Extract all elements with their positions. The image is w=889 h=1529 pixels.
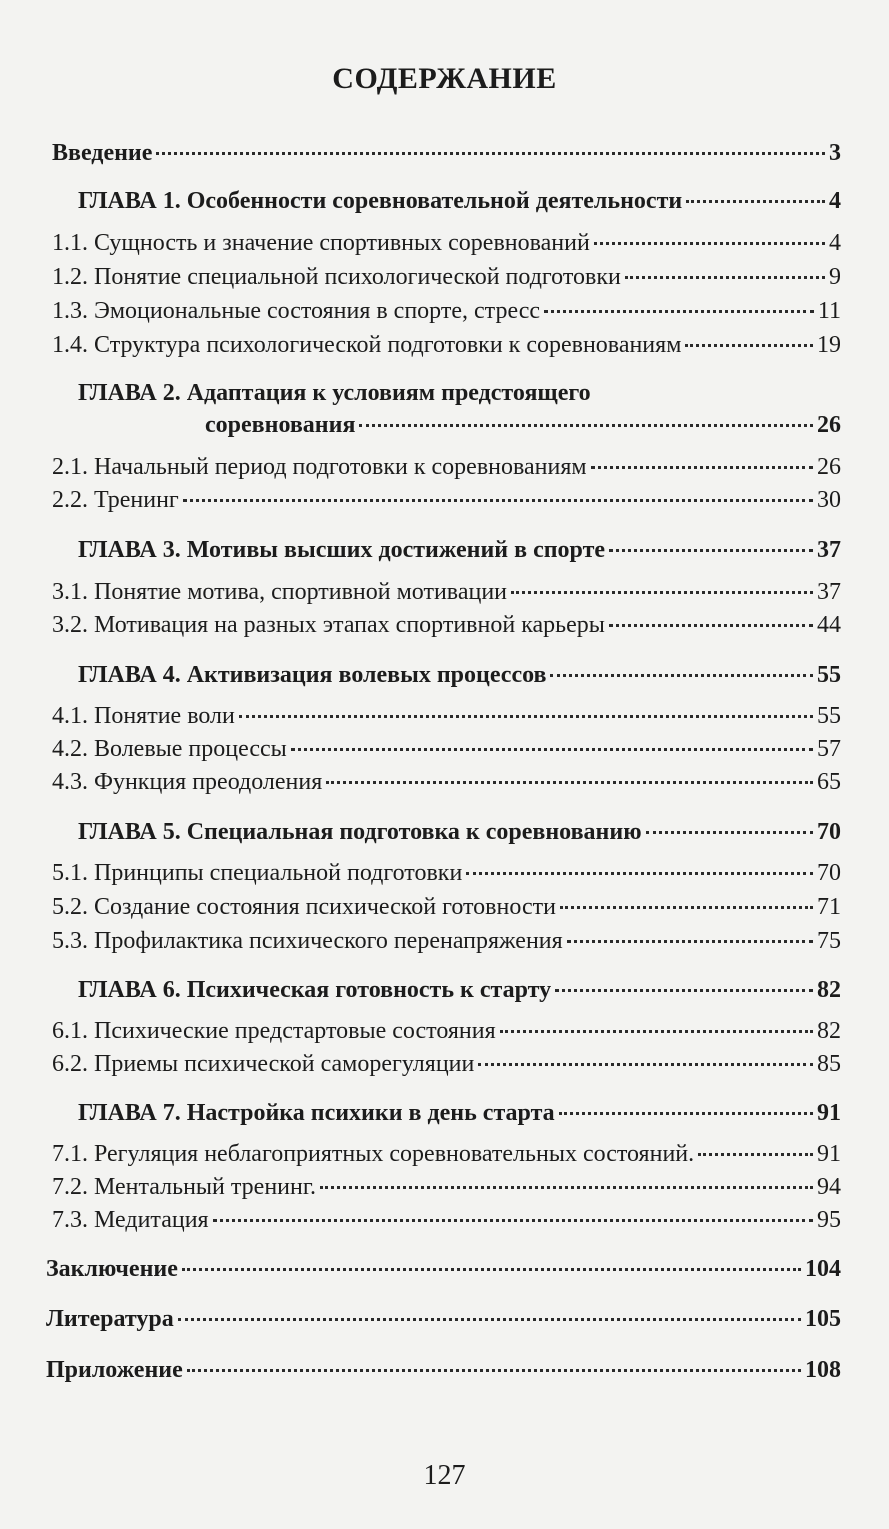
dot-leader bbox=[625, 276, 825, 279]
toc-page-number: 11 bbox=[817, 298, 841, 324]
dot-leader bbox=[291, 748, 813, 751]
toc-entry-label: ГЛАВА 1. Особенности соревновательной деятельности bbox=[78, 188, 683, 214]
toc-page-number: 82 bbox=[817, 977, 841, 1003]
toc-page-number: 4 bbox=[829, 188, 841, 214]
dot-leader bbox=[594, 242, 825, 245]
toc-entry-label: Введение bbox=[52, 140, 153, 166]
dot-leader bbox=[591, 466, 813, 469]
toc-page-number: 108 bbox=[805, 1357, 841, 1383]
toc-entry-section-1-2[interactable] bbox=[52, 262, 841, 292]
toc-page-number: 26 bbox=[817, 454, 841, 480]
toc-entry-section-3-2[interactable] bbox=[52, 610, 841, 640]
toc-entry-section-5-3[interactable] bbox=[52, 926, 841, 956]
toc-entry-section-4-3[interactable] bbox=[52, 767, 841, 797]
toc-entry-label: 2.2. Тренинг bbox=[52, 487, 179, 513]
toc-entry-section-6-2[interactable] bbox=[52, 1049, 841, 1079]
toc-entry-section-4-2[interactable] bbox=[52, 734, 841, 764]
dot-leader bbox=[550, 674, 813, 677]
toc-page-number: 57 bbox=[817, 736, 841, 762]
toc-page-number: 85 bbox=[817, 1051, 841, 1077]
toc-entry-chapter-3[interactable] bbox=[78, 535, 841, 565]
toc-entry-chapter-7[interactable] bbox=[78, 1098, 841, 1128]
toc-entry-label: 3.1. Понятие мотива, спортивной мотивации bbox=[52, 579, 508, 605]
dot-leader bbox=[559, 1112, 813, 1115]
dot-leader bbox=[183, 499, 813, 502]
toc-entry-label: ГЛАВА 4. Активизация волевых процессов bbox=[78, 662, 547, 688]
toc-page-number: 105 bbox=[805, 1306, 841, 1332]
toc-page-number: 94 bbox=[817, 1174, 841, 1200]
dot-leader bbox=[609, 624, 813, 627]
toc-entry-label: 5.2. Создание состояния психической готовности bbox=[52, 894, 556, 920]
toc-entry-section-6-1[interactable] bbox=[52, 1016, 841, 1046]
dot-leader bbox=[187, 1369, 801, 1372]
toc-entry-label: 1.2. Понятие специальной психологической подготовки bbox=[52, 264, 621, 290]
toc-entry-section-2-1[interactable] bbox=[52, 452, 841, 482]
toc-page-number: 4 bbox=[829, 230, 841, 256]
toc-entry-label: 7.2. Ментальный тренинг. bbox=[52, 1174, 316, 1200]
toc-page-number: 9 bbox=[829, 264, 841, 290]
toc-entry-label: 3.2. Мотивация на разных этапах спортивной карьеры bbox=[52, 612, 605, 638]
toc-entry-label: 1.1. Сущность и значение спортивных соревнований bbox=[52, 230, 590, 256]
toc-page-number: 44 bbox=[817, 612, 841, 638]
toc-page-number: 55 bbox=[817, 703, 841, 729]
toc-entry-section-2-2[interactable] bbox=[52, 485, 841, 515]
page-title: СОДЕРЖАНИЕ bbox=[332, 62, 557, 95]
toc-entry-label: 1.3. Эмоциональные состояния в спорте, стресс bbox=[52, 298, 540, 324]
toc-entry-label: 4.2. Волевые процессы bbox=[52, 736, 287, 762]
toc-entry-section-1-3[interactable] bbox=[52, 296, 841, 326]
toc-page-number: 30 bbox=[817, 487, 841, 513]
dot-leader bbox=[239, 715, 813, 718]
toc-entry-label: Литература bbox=[46, 1306, 174, 1332]
toc-entry-label: 6.1. Психические предстартовые состояния bbox=[52, 1018, 496, 1044]
toc-entry-label: Заключение bbox=[46, 1256, 178, 1282]
toc-page-number: 65 bbox=[817, 769, 841, 795]
page-number-footer: 127 bbox=[423, 1460, 466, 1491]
toc-page-number: 3 bbox=[829, 140, 841, 166]
dot-leader bbox=[685, 344, 813, 347]
toc-entry-label: 2.1. Начальный период подготовки к соревнованиям bbox=[52, 454, 587, 480]
dot-leader bbox=[646, 831, 813, 834]
toc-entry-section-7-2[interactable] bbox=[52, 1172, 841, 1202]
dot-leader bbox=[156, 152, 825, 155]
chapter-2-heading-line1: ГЛАВА 2. Адаптация к условиям предстоящего bbox=[78, 380, 591, 406]
toc-page-number: 37 bbox=[817, 579, 841, 605]
dot-leader bbox=[478, 1063, 813, 1066]
toc-entry-label: ГЛАВА 5. Специальная подготовка к соревнованию bbox=[78, 819, 642, 845]
toc-entry-section-5-2[interactable] bbox=[52, 892, 841, 922]
toc-entry-label: 4.1. Понятие воли bbox=[52, 703, 235, 729]
dot-leader bbox=[178, 1318, 801, 1321]
toc-page-number: 91 bbox=[817, 1100, 841, 1126]
toc-page-number: 70 bbox=[817, 860, 841, 886]
toc-entry-label: ГЛАВА 7. Настройка психики в день старта bbox=[78, 1100, 555, 1126]
toc-entry-section-4-1[interactable] bbox=[52, 701, 841, 731]
toc-entry-label: ГЛАВА 3. Мотивы высших достижений в спорте bbox=[78, 537, 606, 563]
toc-entry-label: 4.3. Функция преодоления bbox=[52, 769, 323, 795]
toc-entry-label: 1.4. Структура психологической подготовки к соревнованиям bbox=[52, 332, 682, 358]
toc-page-number: 104 bbox=[805, 1256, 841, 1282]
toc-entry-chapter-2[interactable] bbox=[205, 410, 841, 440]
dot-leader bbox=[560, 906, 813, 909]
toc-entry-appendix[interactable] bbox=[46, 1355, 841, 1385]
dot-leader bbox=[213, 1219, 813, 1222]
toc-page-number: 82 bbox=[817, 1018, 841, 1044]
toc-entry-label: соревнования bbox=[205, 412, 356, 438]
toc-page-number: 26 bbox=[817, 412, 841, 438]
toc-entry-label: 7.3. Медитация bbox=[52, 1207, 209, 1233]
toc-page-number: 19 bbox=[817, 332, 841, 358]
toc-entry-introduction[interactable] bbox=[52, 138, 841, 168]
toc-entry-conclusion[interactable] bbox=[46, 1254, 841, 1284]
toc-page-number: 75 bbox=[817, 928, 841, 954]
dot-leader bbox=[698, 1153, 813, 1156]
toc-entry-label: 7.1. Регуляция неблагоприятных соревновательных состояний. bbox=[52, 1141, 695, 1167]
toc-page-number: 37 bbox=[817, 537, 841, 563]
toc-page-number: 91 bbox=[817, 1141, 841, 1167]
dot-leader bbox=[466, 872, 813, 875]
toc-page-number: 55 bbox=[817, 662, 841, 688]
toc-entry-label: 5.3. Профилактика психического перенапряжения bbox=[52, 928, 563, 954]
toc-entry-section-1-1[interactable] bbox=[52, 228, 841, 258]
toc-page-number: 71 bbox=[817, 894, 841, 920]
toc-entry-section-3-1[interactable] bbox=[52, 577, 841, 607]
toc-entry-chapter-1[interactable] bbox=[78, 186, 841, 216]
toc-entry-label: 6.2. Приемы психической саморегуляции bbox=[52, 1051, 475, 1077]
toc-entry-section-7-3[interactable] bbox=[52, 1205, 841, 1235]
dot-leader bbox=[500, 1030, 813, 1033]
toc-entry-label: ГЛАВА 6. Психическая готовность к старту bbox=[78, 977, 552, 1003]
toc-entry-section-5-1[interactable] bbox=[52, 858, 841, 888]
dot-leader bbox=[555, 989, 813, 992]
dot-leader bbox=[326, 781, 813, 784]
dot-leader bbox=[544, 310, 814, 313]
toc-entry-literature[interactable] bbox=[46, 1304, 841, 1334]
toc-entry-label: Приложение bbox=[46, 1357, 183, 1383]
toc-page-number: 70 bbox=[817, 819, 841, 845]
dot-leader bbox=[511, 591, 813, 594]
toc-entry-section-7-1[interactable] bbox=[52, 1139, 841, 1169]
toc-entry-chapter-5[interactable] bbox=[78, 817, 841, 847]
dot-leader bbox=[686, 200, 825, 203]
dot-leader bbox=[567, 940, 813, 943]
dot-leader bbox=[609, 549, 813, 552]
toc-entry-chapter-4[interactable] bbox=[78, 660, 841, 690]
dot-leader bbox=[359, 424, 813, 427]
dot-leader bbox=[182, 1268, 801, 1271]
toc-entry-section-1-4[interactable] bbox=[52, 330, 841, 360]
dot-leader bbox=[320, 1186, 813, 1189]
toc-entry-label: 5.1. Принципы специальной подготовки bbox=[52, 860, 463, 886]
toc-page-number: 95 bbox=[817, 1207, 841, 1233]
toc-entry-chapter-6[interactable] bbox=[78, 975, 841, 1005]
